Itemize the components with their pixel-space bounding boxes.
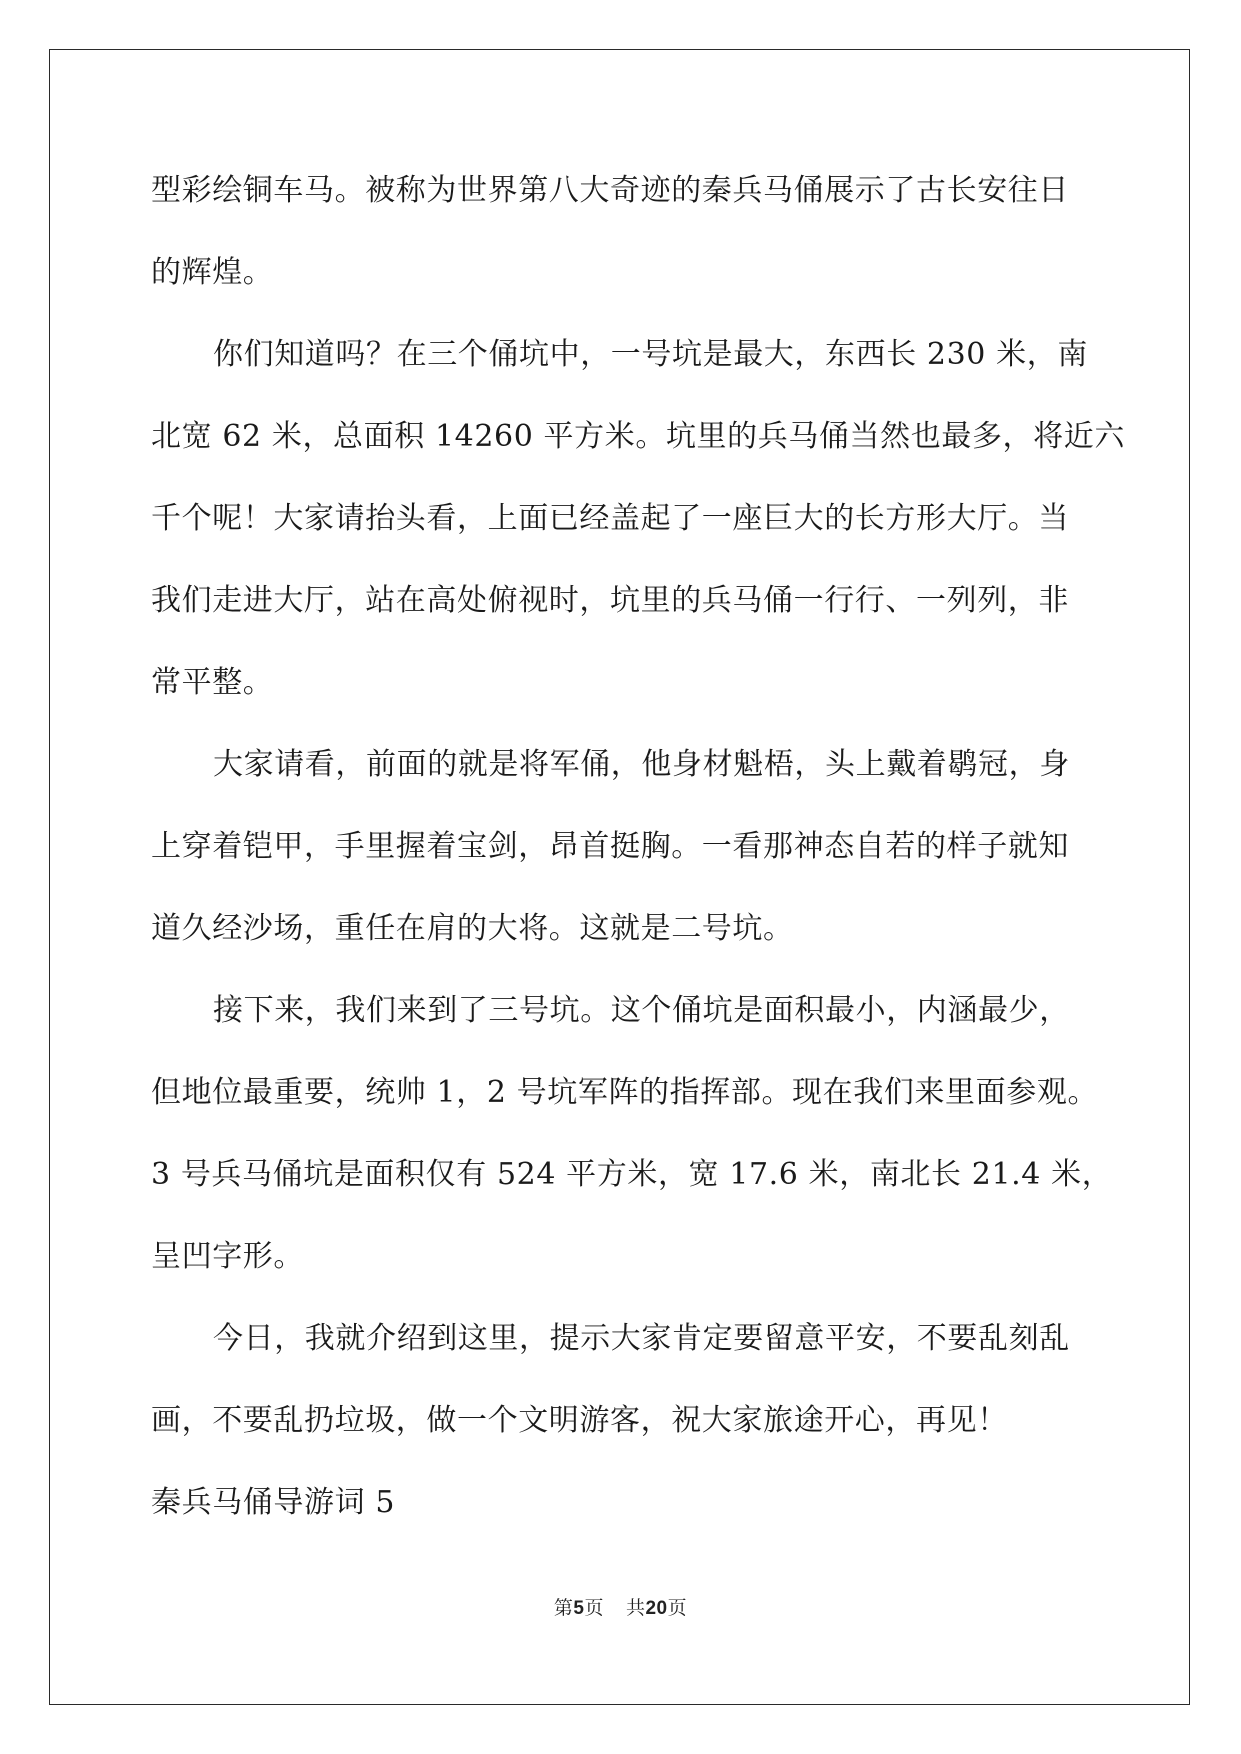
total-suffix: 页: [667, 1597, 688, 1619]
paragraph: [151, 730, 1101, 976]
text-line: 道久经沙场，重任在肩的大将。这就是二号坑。: [151, 911, 794, 946]
text-line: 千个呢！大家请抬头看，上面已经盖起了一座巨大的长方形大厅。当: [151, 501, 1069, 536]
text-line: 3 号兵马俑坑是面积仅有 524 平方米，宽 17.6 米，南北长 21.4 米，: [151, 1157, 1113, 1192]
paragraph: [151, 320, 1125, 730]
section-heading: 秦兵马俑导游词 5: [151, 1485, 396, 1520]
total-prefix: 共: [625, 1597, 646, 1619]
text-line: 的辉煌。: [151, 255, 274, 290]
text-line: 我们走进大厅，站在高处俯视时，坑里的兵马俑一行行、一列列，非: [151, 583, 1069, 618]
text-line: 接下来，我们来到了三号坑。这个俑坑是面积最小，内涵最少，: [213, 993, 1070, 1028]
text-line: 画，不要乱扔垃圾，做一个文明游客，祝大家旅途开心，再见！: [151, 1403, 1008, 1438]
paragraph: [151, 976, 1113, 1304]
page-number: 5: [573, 1598, 585, 1619]
text-line: 常平整。: [151, 665, 274, 700]
document-body: [151, 156, 1125, 1538]
paragraph: [151, 1304, 1101, 1468]
total-pages: 20: [645, 1598, 668, 1619]
text-line: 大家请看，前面的就是将军俑，他身材魁梧，头上戴着鹖冠，身: [213, 747, 1070, 782]
text-line: 上穿着铠甲，手里握着宝剑，昂首挺胸。一看那神态自若的样子就知: [151, 829, 1069, 864]
text-line: 北宽 62 米，总面积 14260 平方米。坑里的兵马俑当然也最多，将近六: [151, 419, 1125, 454]
text-line: 但地位最重要，统帅 1，2 号坑军阵的指挥部。现在我们来里面参观。: [151, 1075, 1099, 1110]
paragraph: [151, 156, 1101, 320]
text-line: 呈凹字形。: [151, 1239, 304, 1274]
text-line: 型彩绘铜车马。被称为世界第八大奇迹的秦兵马俑展示了古长安往日: [151, 173, 1069, 208]
page-suffix: 页: [584, 1597, 604, 1619]
page-footer: [0, 1593, 1241, 1620]
text-line: 今日，我就介绍到这里，提示大家肯定要留意平安，不要乱刻乱: [213, 1321, 1070, 1356]
text-line: 你们知道吗？在三个俑坑中，一号坑是最大，东西长 230 米，南: [213, 337, 1088, 372]
page-prefix: 第: [553, 1597, 574, 1619]
